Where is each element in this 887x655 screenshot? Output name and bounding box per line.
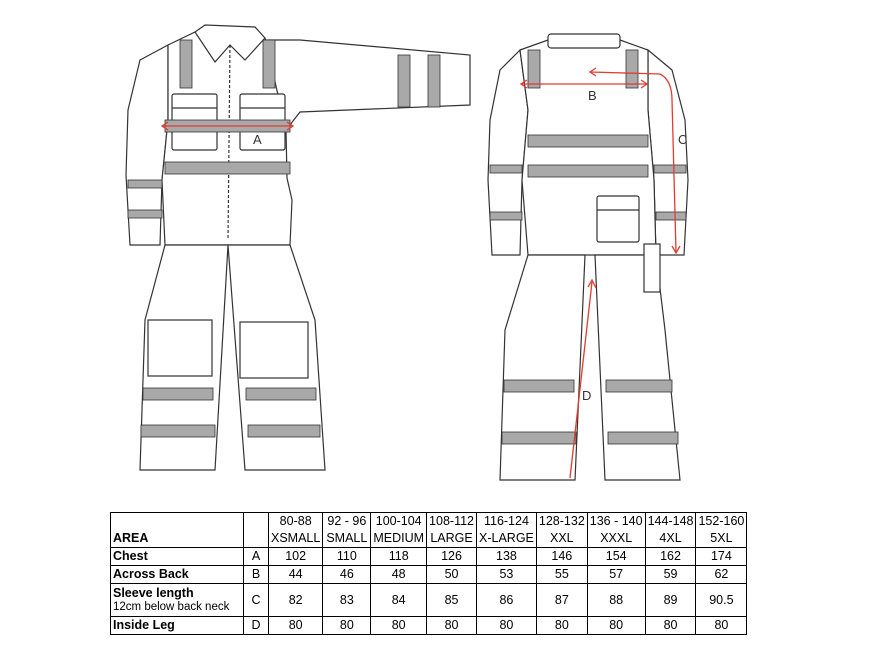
row-value: 55 bbox=[536, 566, 587, 584]
row-value: 44 bbox=[269, 566, 323, 584]
size-name: LARGE bbox=[427, 530, 477, 548]
back-left-leg bbox=[500, 255, 585, 480]
size-name: SMALL bbox=[323, 530, 371, 548]
row-value: 80 bbox=[696, 617, 747, 635]
row-value: 84 bbox=[371, 584, 427, 617]
row-value: 80 bbox=[587, 617, 645, 635]
back-leg-pocket bbox=[644, 244, 660, 292]
label-a: A bbox=[253, 132, 262, 147]
label-b: B bbox=[588, 88, 597, 103]
back-collar bbox=[548, 34, 620, 48]
row-value: 80 bbox=[536, 617, 587, 635]
row-value: 59 bbox=[645, 566, 696, 584]
row-area: Chest bbox=[111, 548, 244, 566]
back-left-sleeve bbox=[488, 50, 528, 255]
row-value: 50 bbox=[427, 566, 477, 584]
size-name-row bbox=[111, 530, 747, 548]
row-value: 118 bbox=[371, 548, 427, 566]
row-value: 83 bbox=[323, 584, 371, 617]
row-area: Inside Leg bbox=[111, 617, 244, 635]
row-value: 87 bbox=[536, 584, 587, 617]
size-name: 5XL bbox=[696, 530, 747, 548]
front-view bbox=[126, 25, 470, 470]
table-row bbox=[111, 566, 747, 584]
row-value: 126 bbox=[427, 548, 477, 566]
row-value: 154 bbox=[587, 548, 645, 566]
row-value: 102 bbox=[269, 548, 323, 566]
row-value: 80 bbox=[371, 617, 427, 635]
front-left-knee-pad bbox=[148, 320, 212, 376]
size-range: 152-160 bbox=[696, 513, 747, 531]
size-range: 108-112 bbox=[427, 513, 477, 531]
label-c: C bbox=[678, 132, 688, 147]
row-value: 162 bbox=[645, 548, 696, 566]
size-name: XXL bbox=[536, 530, 587, 548]
row-area-title: Sleeve length bbox=[113, 586, 194, 600]
row-value: 174 bbox=[696, 548, 747, 566]
size-range: 100-104 bbox=[371, 513, 427, 531]
row-code: B bbox=[244, 566, 269, 584]
row-value: 80 bbox=[477, 617, 537, 635]
row-value: 90.5 bbox=[696, 584, 747, 617]
table-row bbox=[111, 584, 747, 617]
row-code: A bbox=[244, 548, 269, 566]
row-value: 53 bbox=[477, 566, 537, 584]
table-row bbox=[111, 617, 747, 635]
front-right-knee-pad bbox=[240, 322, 308, 378]
size-name: MEDIUM bbox=[371, 530, 427, 548]
row-value: 89 bbox=[645, 584, 696, 617]
row-value: 82 bbox=[269, 584, 323, 617]
size-range: 128-132 bbox=[536, 513, 587, 531]
row-value: 80 bbox=[645, 617, 696, 635]
row-value: 88 bbox=[587, 584, 645, 617]
row-value: 48 bbox=[371, 566, 427, 584]
row-value: 138 bbox=[477, 548, 537, 566]
table-row bbox=[111, 548, 747, 566]
row-code: D bbox=[244, 617, 269, 635]
size-range: 92 - 96 bbox=[323, 513, 371, 531]
size-range: 116-124 bbox=[477, 513, 537, 531]
row-value: 80 bbox=[323, 617, 371, 635]
row-value: 146 bbox=[536, 548, 587, 566]
row-value: 110 bbox=[323, 548, 371, 566]
row-value: 80 bbox=[427, 617, 477, 635]
label-d: D bbox=[582, 388, 592, 403]
row-value: 80 bbox=[269, 617, 323, 635]
back-right-leg bbox=[595, 255, 680, 480]
row-value: 86 bbox=[477, 584, 537, 617]
size-range-row bbox=[111, 513, 747, 531]
size-name: XSMALL bbox=[269, 530, 323, 548]
row-value: 57 bbox=[587, 566, 645, 584]
size-name: X-LARGE bbox=[477, 530, 537, 548]
size-name: 4XL bbox=[645, 530, 696, 548]
size-range: 144-148 bbox=[645, 513, 696, 531]
back-hip-pocket bbox=[597, 196, 639, 242]
row-area-note: 12cm below back neck bbox=[113, 601, 230, 613]
row-code: C bbox=[244, 584, 269, 617]
size-range: 80-88 bbox=[269, 513, 323, 531]
size-range: 136 - 140 bbox=[587, 513, 645, 531]
row-area bbox=[111, 584, 244, 617]
row-value: 85 bbox=[427, 584, 477, 617]
size-chart-table bbox=[110, 512, 747, 635]
row-value: 62 bbox=[696, 566, 747, 584]
row-area: Across Back bbox=[111, 566, 244, 584]
size-name: XXXL bbox=[587, 530, 645, 548]
row-value: 46 bbox=[323, 566, 371, 584]
area-header: AREA bbox=[111, 530, 244, 548]
